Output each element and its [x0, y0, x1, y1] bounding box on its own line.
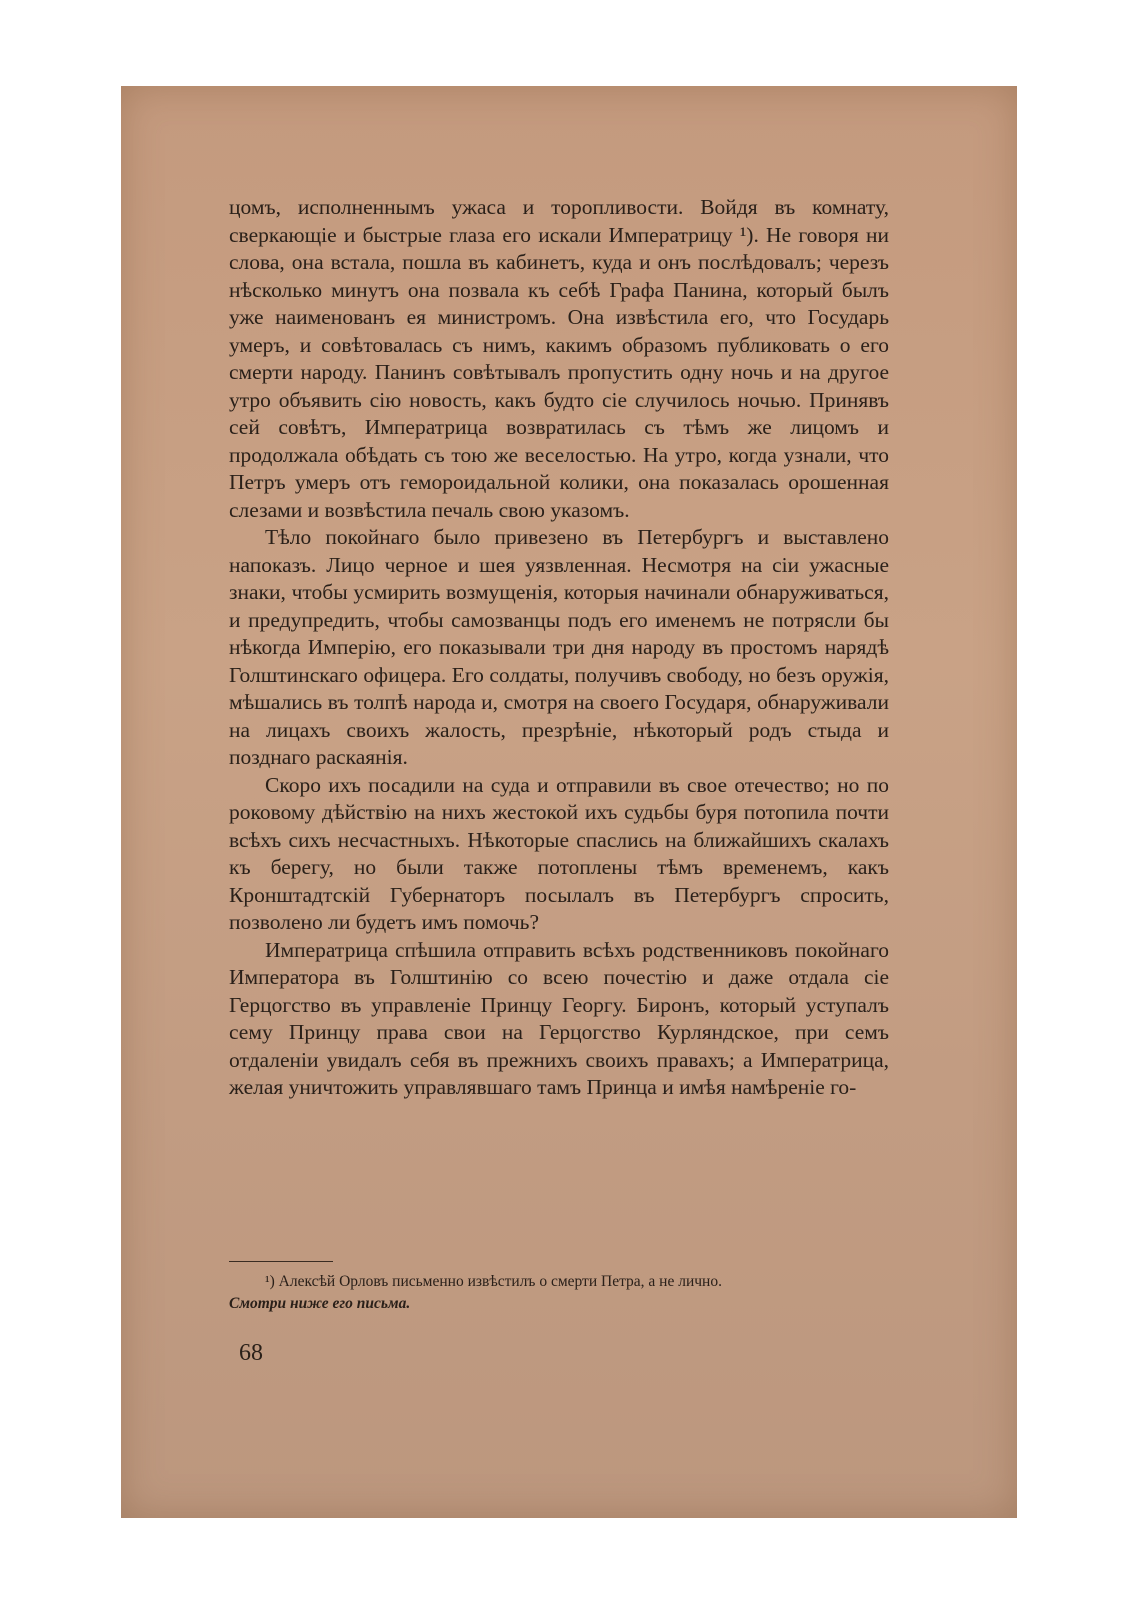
- paragraph-2: Тѣло покойнаго было привезено въ Петербургъ и выставлено напоказъ. Лицо черное и шея уязвленная. Несмотря на сіи ужасные знаки, чтобы усмирить возмущенія, которыя начинали обнаруживаться, и предупредить, чтобы самозванцы подъ его именемъ не потрясли бы нѣкогда Имперію, его показывали три дня народу въ простомъ нарядѣ Голштинскаго офицера. Его солдаты, получивъ свободу, но безъ оружія, мѣшались въ толпѣ народа и, смотря на своего Государя, обнаруживали на лицахъ своихъ жалость, презрѣніе, нѣкоторый родъ стыда и позднаго раскаянія.: [229, 525, 889, 769]
- footnote-reference: Смотри ниже его письма.: [229, 1295, 411, 1312]
- scanned-page: [121, 86, 1017, 1518]
- paragraph-3: Скоро ихъ посадили на суда и отправили въ свое отечество; но по роковому дѣйствію на нихъ жестокой ихъ судьбы буря потопила почти всѣхъ сихъ несчастныхъ. Нѣкоторые спаслись на ближайшихъ скалахъ къ берегу, но были также потоплены тѣмъ временемъ, какъ Кронштадтскій Губернаторъ посылалъ въ Петербургъ спросить, позволено ли будетъ имъ помочь?: [229, 772, 889, 934]
- footnote-divider: [229, 1261, 333, 1262]
- body-text: [229, 194, 889, 1102]
- paragraph-4: Императрица спѣшила отправить всѣхъ родственниковъ покойнаго Императора въ Голштинію со всею почестію и даже отдала сіе Герцогство въ управленіе Принцу Георгу. Биронъ, который уступалъ сему Принцу права свои на Герцогство Курляндское, при семъ отдаленіи увидалъ себя въ прежнихъ своихъ правахъ; а Императрица, желая уничтожить управлявшаго тамъ Принца и имѣя намѣреніе го-: [229, 937, 889, 1099]
- footnote: [229, 1271, 889, 1315]
- paragraph-1: цомъ, исполненнымъ ужаса и торопливости. Войдя въ комнату, сверкающіе и быстрые глаза его искали Императрицу ¹). Не говоря ни слова, она встала, пошла въ кабинетъ, куда и онъ послѣдовалъ; черезъ нѣсколько минутъ она позвала къ себѣ Графа Панина, который былъ уже наименованъ ея министромъ. Она извѣстила его, что Государь умеръ, и совѣтовалась съ нимъ, какимъ образомъ публиковать о его смерти народу. Панинъ совѣтывалъ пропустить одну ночь и на другое утро объявить сію новость, какъ будто сіе случилось ночью. Принявъ сей совѣтъ, Императрица возвратилась съ тѣмъ же лицомъ и продолжала обѣдать съ тою же веселостью. На утро, когда узнали, что Петръ умеръ отъ гемороидальной колики, она показалась орошенная слезами и возвѣстила печаль свою указомъ.: [229, 195, 889, 522]
- page-number: 68: [239, 1340, 263, 1366]
- footnote-text: ¹) Алексѣй Орловъ письменно извѣстилъ о смерти Петра, а не лично.: [265, 1273, 722, 1290]
